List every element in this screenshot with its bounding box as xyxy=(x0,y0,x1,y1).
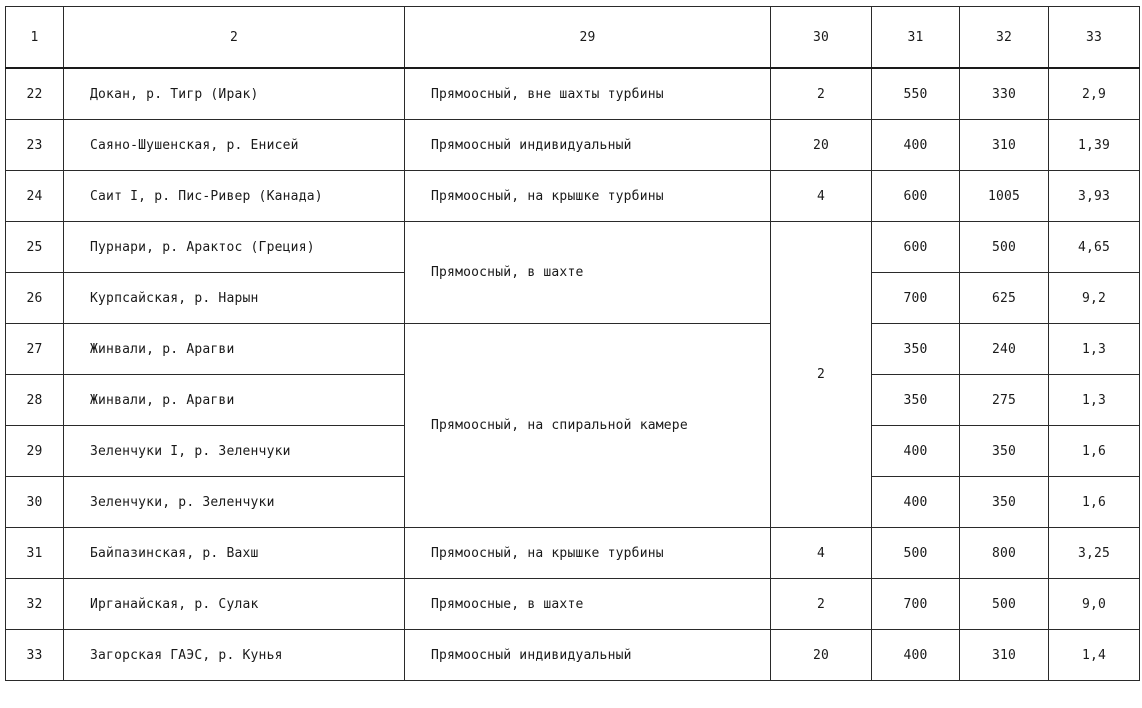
type-cell: Прямоосный индивидуальный xyxy=(405,630,771,681)
value-cell: 4 xyxy=(771,171,872,222)
value-cell: 9,0 xyxy=(1049,579,1140,630)
value-cell: 350 xyxy=(960,477,1049,528)
value-cell: 350 xyxy=(872,375,960,426)
value-cell: 2 xyxy=(771,68,872,120)
row-number: 32 xyxy=(6,579,64,630)
row-number: 28 xyxy=(6,375,64,426)
value-cell: 2,9 xyxy=(1049,68,1140,120)
value-cell: 400 xyxy=(872,630,960,681)
value-cell: 240 xyxy=(960,324,1049,375)
value-cell: 4,65 xyxy=(1049,222,1140,273)
type-cell: Прямоосный индивидуальный xyxy=(405,120,771,171)
value-cell: 3,25 xyxy=(1049,528,1140,579)
value-cell: 20 xyxy=(771,630,872,681)
header-cell: 32 xyxy=(960,7,1049,69)
type-cell: Прямоосный, на спиральной камере xyxy=(405,324,771,528)
row-number: 25 xyxy=(6,222,64,273)
value-cell: 3,93 xyxy=(1049,171,1140,222)
station-name: Жинвали, р. Арагви xyxy=(64,324,405,375)
value-cell: 1,3 xyxy=(1049,324,1140,375)
row-number: 23 xyxy=(6,120,64,171)
row-number: 29 xyxy=(6,426,64,477)
value-cell: 310 xyxy=(960,630,1049,681)
value-cell: 700 xyxy=(872,273,960,324)
value-cell: 700 xyxy=(872,579,960,630)
header-row xyxy=(6,7,1140,69)
station-name: Зеленчуки, р. Зеленчуки xyxy=(64,477,405,528)
value-cell: 330 xyxy=(960,68,1049,120)
value-cell: 310 xyxy=(960,120,1049,171)
type-cell: Прямоосный, на крышке турбины xyxy=(405,528,771,579)
value-cell: 400 xyxy=(872,426,960,477)
table-row xyxy=(6,120,1140,171)
table-row xyxy=(6,528,1140,579)
value-cell: 625 xyxy=(960,273,1049,324)
value-cell: 500 xyxy=(960,579,1049,630)
value-cell: 20 xyxy=(771,120,872,171)
value-cell: 400 xyxy=(872,477,960,528)
row-number: 27 xyxy=(6,324,64,375)
station-name: Курпсайская, р. Нарын xyxy=(64,273,405,324)
table-row xyxy=(6,68,1140,120)
station-name: Докан, р. Тигр (Ирак) xyxy=(64,68,405,120)
value-cell: 9,2 xyxy=(1049,273,1140,324)
station-name: Жинвали, р. Арагви xyxy=(64,375,405,426)
header-cell: 2 xyxy=(64,7,405,69)
value-cell: 350 xyxy=(960,426,1049,477)
table-row xyxy=(6,579,1140,630)
value-cell: 600 xyxy=(872,171,960,222)
header-cell: 29 xyxy=(405,7,771,69)
station-name: Ирганайская, р. Сулак xyxy=(64,579,405,630)
type-cell: Прямоосный, вне шахты турбины xyxy=(405,68,771,120)
value-cell: 500 xyxy=(960,222,1049,273)
table-row xyxy=(6,630,1140,681)
value-cell: 4 xyxy=(771,528,872,579)
station-name: Саит I, р. Пис-Ривер (Канада) xyxy=(64,171,405,222)
value-cell: 800 xyxy=(960,528,1049,579)
table-row xyxy=(6,171,1140,222)
value-cell: 1,6 xyxy=(1049,426,1140,477)
type-cell: Прямоосный, на крышке турбины xyxy=(405,171,771,222)
value-cell: 400 xyxy=(872,120,960,171)
value-cell: 550 xyxy=(872,68,960,120)
value-cell: 350 xyxy=(872,324,960,375)
header-cell: 1 xyxy=(6,7,64,69)
value-cell: 1,6 xyxy=(1049,477,1140,528)
row-number: 22 xyxy=(6,68,64,120)
type-cell: Прямоосный, в шахте xyxy=(405,222,771,324)
value-cell: 275 xyxy=(960,375,1049,426)
data-table xyxy=(5,6,1140,681)
station-name: Зеленчуки I, р. Зеленчуки xyxy=(64,426,405,477)
station-name: Пурнари, р. Арактос (Греция) xyxy=(64,222,405,273)
value-cell: 2 xyxy=(771,222,872,528)
row-number: 33 xyxy=(6,630,64,681)
value-cell: 600 xyxy=(872,222,960,273)
station-name: Байпазинская, р. Вахш xyxy=(64,528,405,579)
row-number: 24 xyxy=(6,171,64,222)
station-name: Саяно-Шушенская, р. Енисей xyxy=(64,120,405,171)
row-number: 30 xyxy=(6,477,64,528)
header-cell: 31 xyxy=(872,7,960,69)
station-name: Загорская ГАЭС, р. Кунья xyxy=(64,630,405,681)
value-cell: 2 xyxy=(771,579,872,630)
row-number: 31 xyxy=(6,528,64,579)
value-cell: 1005 xyxy=(960,171,1049,222)
table-row xyxy=(6,222,1140,273)
value-cell: 1,4 xyxy=(1049,630,1140,681)
value-cell: 500 xyxy=(872,528,960,579)
table-row xyxy=(6,324,1140,375)
value-cell: 1,39 xyxy=(1049,120,1140,171)
header-cell: 33 xyxy=(1049,7,1140,69)
row-number: 26 xyxy=(6,273,64,324)
type-cell: Прямоосные, в шахте xyxy=(405,579,771,630)
value-cell: 1,3 xyxy=(1049,375,1140,426)
header-cell: 30 xyxy=(771,7,872,69)
